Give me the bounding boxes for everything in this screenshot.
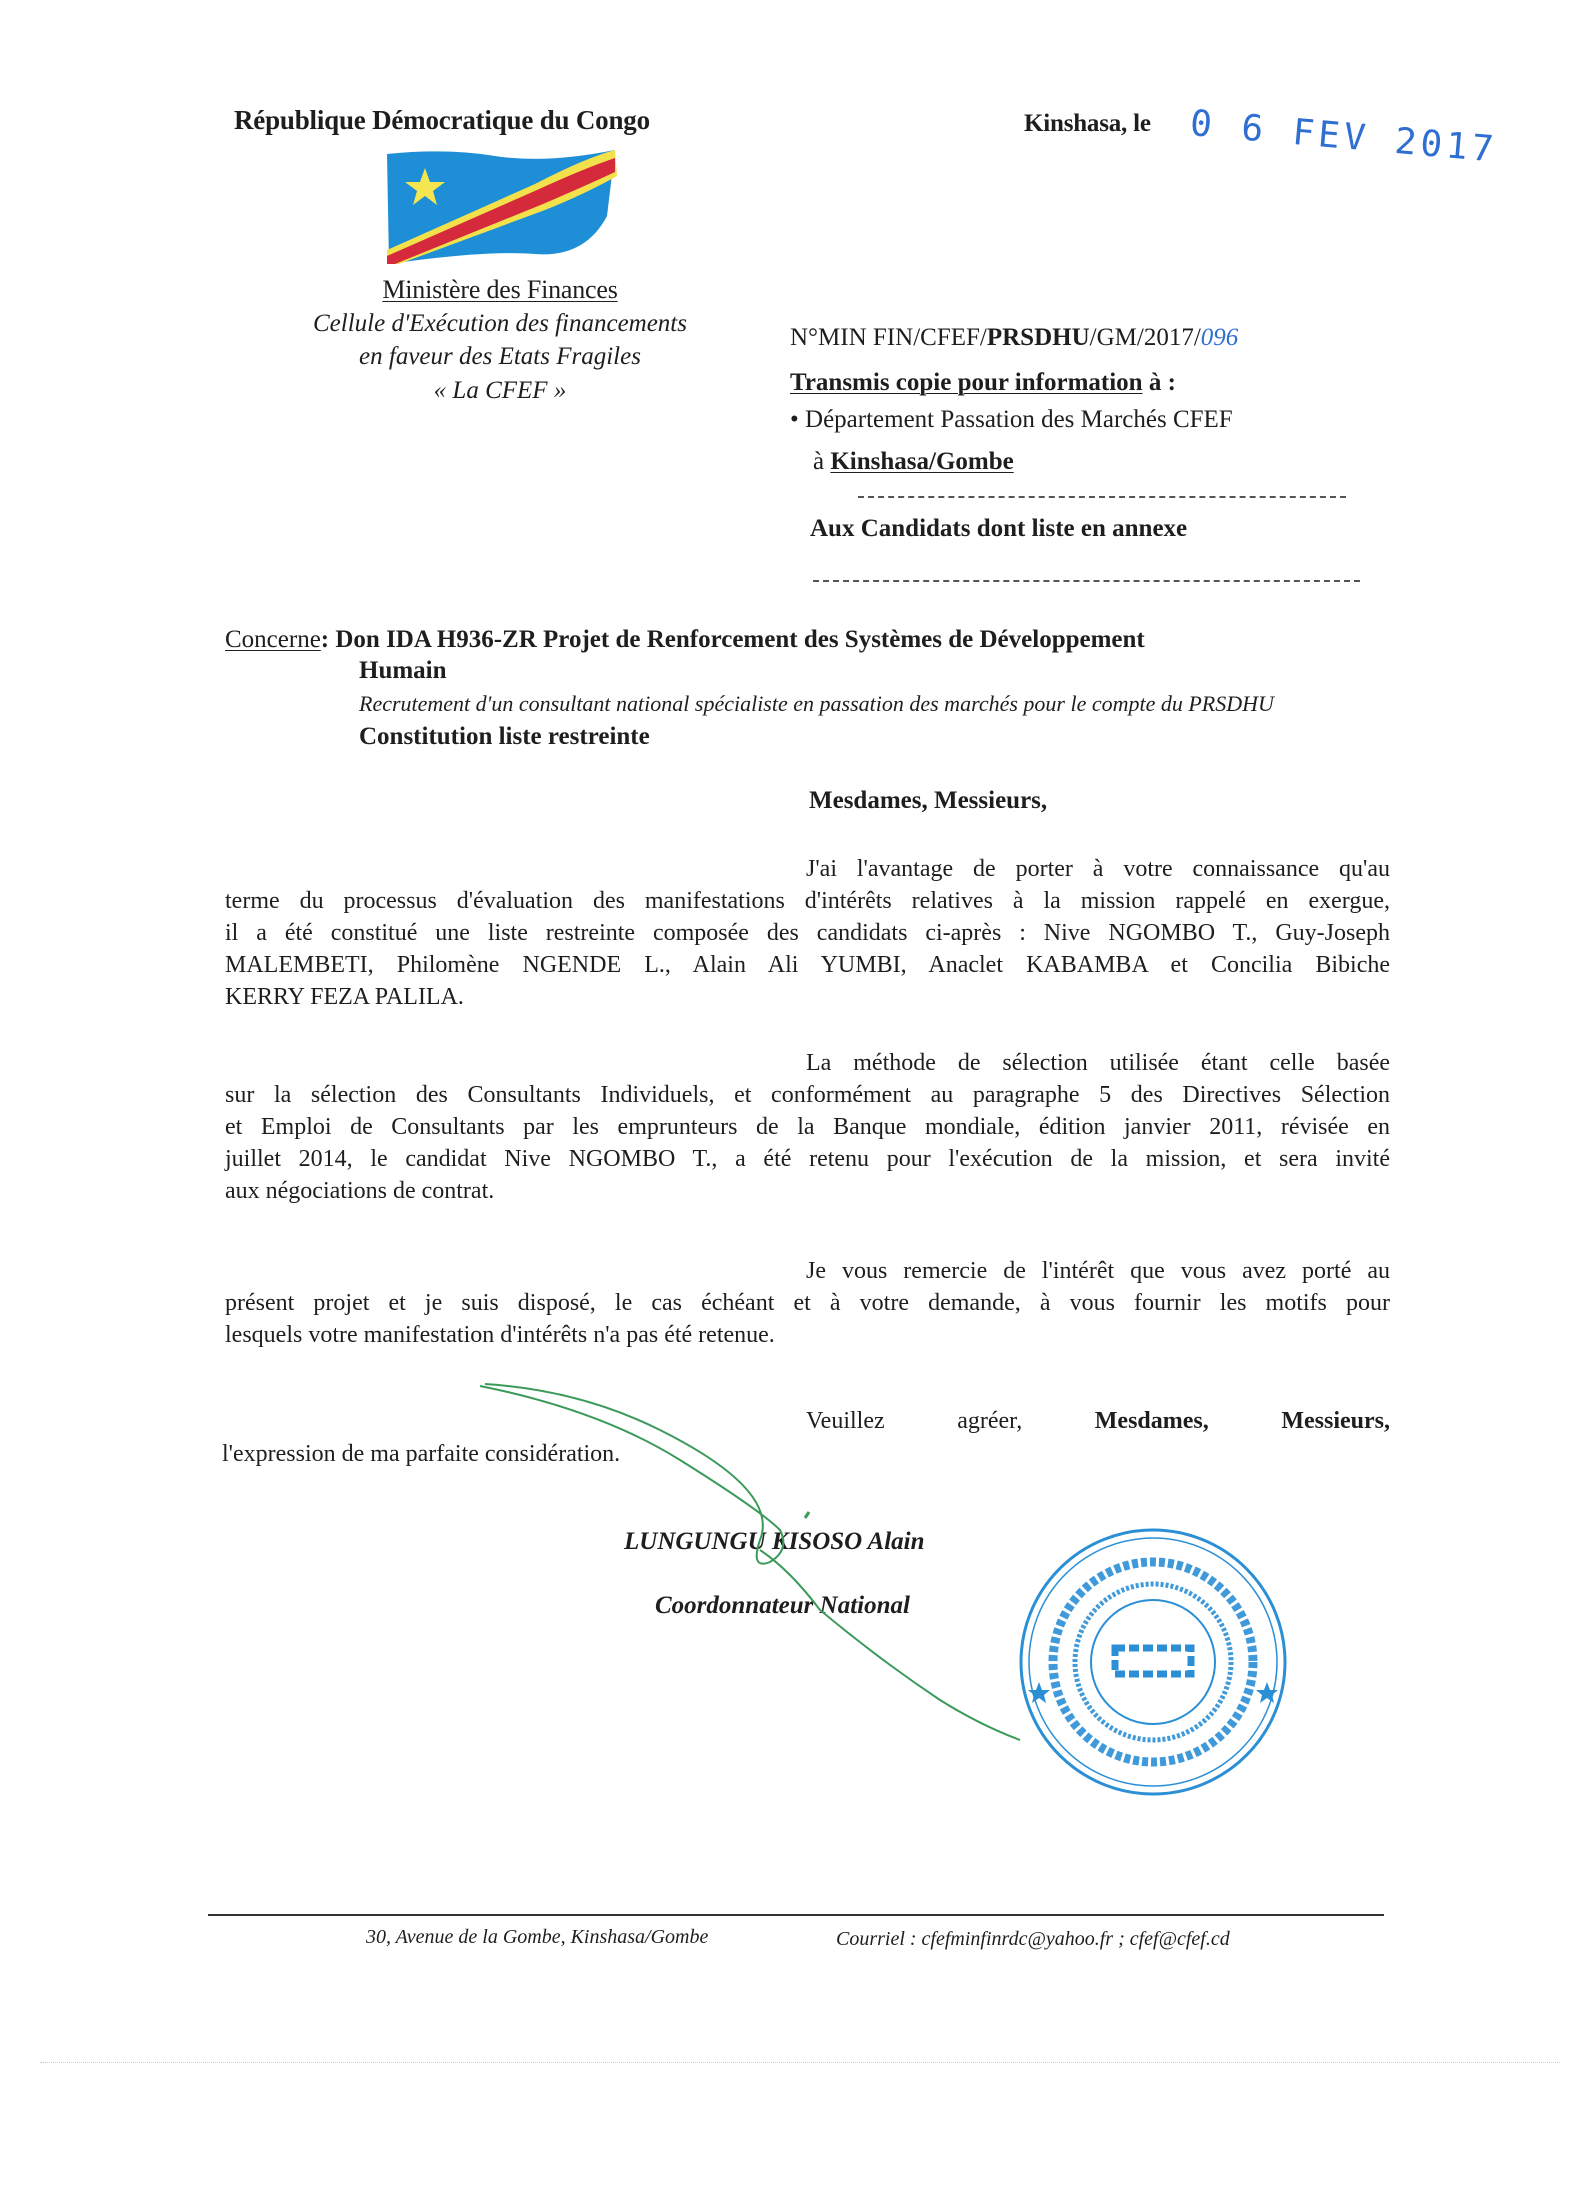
subject-label: Concerne xyxy=(225,626,321,653)
paragraph-line: J'ai l'avantage de porter à votre connaissance qu'au xyxy=(806,856,1390,882)
paragraph-line: lesquels votre manifestation d'intérêts n'a pas été retenue. xyxy=(225,1322,775,1348)
addressee: Aux Candidats dont liste en annexe xyxy=(810,515,1188,542)
paragraph-line: Je vous remercie de l'intérêt que vous avez porté au xyxy=(806,1258,1390,1284)
closing-word: Messieurs, xyxy=(1281,1408,1390,1434)
paragraph-line: juillet 2014, le candidat Nive NGOMBO T., a été retenu pour l'exécution de la mission, et sera invité xyxy=(225,1146,1390,1172)
divider-dashed xyxy=(858,496,1346,498)
bullet-icon: • xyxy=(790,406,806,433)
closing-word: agréer, xyxy=(957,1408,1023,1434)
copy-title xyxy=(790,369,1176,397)
cell-line-2: en faveur des Etats Fragiles xyxy=(359,343,641,370)
handwritten-signature-icon xyxy=(460,1370,1080,1750)
subject-line-1 xyxy=(225,626,1145,654)
reference-number xyxy=(790,324,1238,352)
closing-line-2: l'expression de ma parfaite considération. xyxy=(222,1441,621,1467)
subject-line-2: Humain xyxy=(359,657,447,684)
closing-word: Veuillez xyxy=(806,1408,885,1434)
copy-title-suffix: à : xyxy=(1142,369,1176,396)
country-name: République Démocratique du Congo xyxy=(234,105,650,135)
footer-address: 30, Avenue de la Gombe, Kinshasa/Gombe xyxy=(366,1926,709,1948)
paragraph-line: sur la sélection des Consultants Individuels, et conformément au paragraphe 5 des Directives Sélection xyxy=(225,1082,1390,1108)
salutation: Mesdames, Messieurs, xyxy=(809,787,1048,814)
footer-divider xyxy=(208,1914,1384,1916)
drc-flag-icon xyxy=(385,146,617,266)
paragraph-line: KERRY FEZA PALILA. xyxy=(225,984,464,1010)
handwritten-number: 096 xyxy=(1200,324,1239,351)
signatory-name: LUNGUNGU KISOSO Alain xyxy=(624,1528,925,1555)
subject-line-4: Constitution liste restreinte xyxy=(359,723,650,750)
ministry-name: Ministère des Finances xyxy=(382,275,618,304)
scan-edge-line xyxy=(40,2062,1560,2063)
reference-project: PRSDHU xyxy=(986,324,1090,351)
paragraph-line: aux négociations de contrat. xyxy=(225,1178,495,1204)
paragraph-line: MALEMBETI, Philomène NGENDE L., Alain Ali YUMBI, Anaclet KABAMBA et Concilia Bibiche xyxy=(225,952,1390,978)
subject-title: : Don IDA H936-ZR Projet de Renforcement des Systèmes de Développement xyxy=(320,626,1145,653)
copy-title-text: Transmis copie pour information xyxy=(790,369,1143,396)
reference-suffix: /GM/2017/ xyxy=(1089,324,1201,351)
signatory-title: Coordonnateur National xyxy=(655,1592,910,1619)
copy-location xyxy=(813,448,1014,476)
paragraph-line: terme du processus d'évaluation des manifestations d'intérêts relatives à la mission rappelé en exergue, xyxy=(225,888,1390,914)
cell-line-1: Cellule d'Exécution des financements xyxy=(313,310,687,337)
copy-recipient xyxy=(790,406,1233,434)
subject-line-3: Recrutement d'un consultant national spécialiste en passation des marchés pour le compte du PRSDHU xyxy=(359,691,1274,716)
cell-short-name: « La CFEF » xyxy=(433,377,567,404)
paragraph-line: il a été constitué une liste restreinte composée des candidats ci-après : Nive NGOMBO T., Guy-Joseph xyxy=(225,920,1390,946)
copy-location-prefix: à xyxy=(813,448,831,475)
divider-dashed xyxy=(813,580,1360,582)
closing-word: Mesdames, xyxy=(1094,1408,1209,1434)
paragraph-line: et Emploi de Consultants par les emprunteurs de la Banque mondiale, édition janvier 2011, révisée en xyxy=(225,1114,1390,1140)
reference-prefix: N°MIN FIN/CFEF/ xyxy=(790,324,987,351)
paragraph-line: La méthode de sélection utilisée étant celle basée xyxy=(806,1050,1390,1076)
footer-email: Courriel : cfefminfinrdc@yahoo.fr ; cfef@cfef.cd xyxy=(836,1928,1230,1950)
place-label: Kinshasa, le xyxy=(1024,110,1151,137)
copy-recipient-text: Département Passation des Marchés CFEF xyxy=(805,406,1233,433)
official-stamp-icon xyxy=(1013,1520,1293,1800)
date-stamp: 0 6 FEV 2017 xyxy=(1188,103,1500,171)
paragraph-line: présent projet et je suis disposé, le cas échéant et à votre demande, à vous fournir les motifs pour xyxy=(225,1290,1390,1316)
copy-location-text: Kinshasa/Gombe xyxy=(830,448,1014,475)
